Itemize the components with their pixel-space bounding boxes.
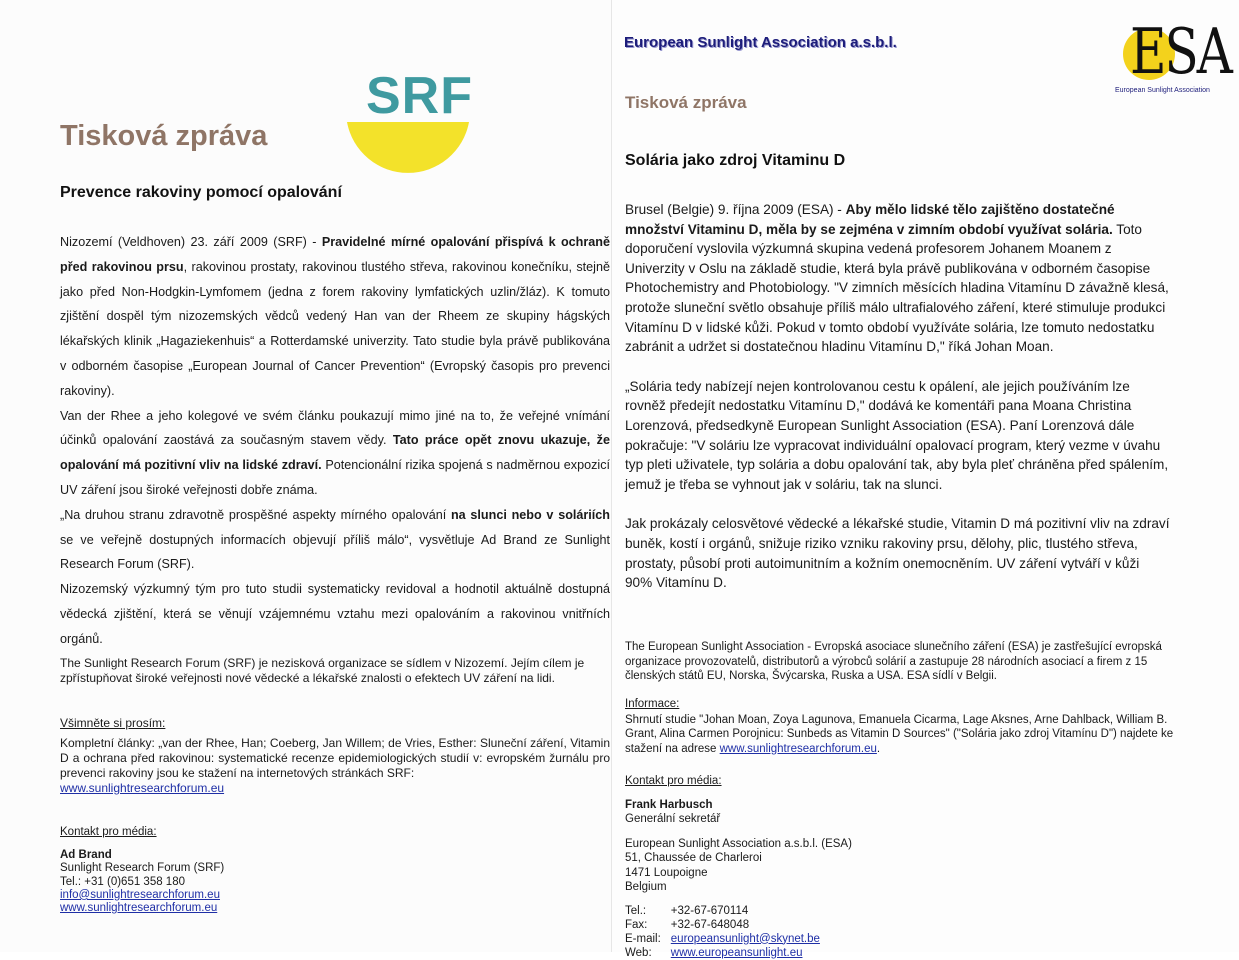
contact-heading: Kontakt pro média:	[625, 775, 722, 787]
contact-row: Fax: +32-67-648048	[625, 918, 750, 931]
contact-role: Generální sekretář	[625, 813, 721, 825]
article-body	[625, 200, 1170, 593]
paragraph: Van der Rhee a jeho kolegové ve svém článku poukazují mimo jiné na to, že veřejné vnímání účinků opalování zaostává za současným stavem vědy. Tato práce opět znovu ukazuje, že opalování má pozitivní vliv na lidské zdraví. Potencionální rizika spojená s nadměrnou expozicí UV záření jsou široké veřejnosti dobře známa.	[60, 408, 610, 497]
address-line: 1471 Loupoigne	[625, 866, 708, 879]
paragraph: „Na druhou stranu zdravotně prospěšné aspekty mírného opalování na slunci nebo v soláriích se ve veřejně dostupných informacích objevují příliš málo“, vysvětluje Ad Brand ze Sunlight Research Forum (SRF).	[60, 507, 610, 572]
contact-row: Web: www.europeansunlight.eu	[625, 946, 803, 959]
contact-heading: Kontakt pro média:	[60, 826, 157, 838]
contact-table	[625, 904, 830, 960]
page-title: Tisková zpráva	[625, 93, 747, 112]
esa-press-release	[612, 0, 1239, 959]
study-download-link[interactable]: www.sunlightresearchforum.eu	[719, 742, 877, 755]
contact-web-link[interactable]: www.sunlightresearchforum.eu	[60, 902, 218, 915]
article-body	[60, 230, 610, 652]
info-text: Shrnutí studie "Johan Moan, Zoya Lagunova, Emanuela Cicarma, Lage Aksnes, Arne Dahlback, William B. Grant, Alina Carmen Porojnicu: Sunbeds as Vitamin D Sources" ("Solária jako zdroj Vitamínu D") najdete ke stažení na adrese www.sunlightresearchforum.eu.	[625, 713, 1174, 755]
note-text: Kompletní články: „van der Rhee, Han; Coeberg, Jan Willem; de Vries, Esther: Sluneční záření, Vitamin D a ochrana před rakovinou: systematické recenze epidemiologických studií v: evropském žurnálu pro prevenci rakoviny jsou ke stažení na internetových stránkách SRF:	[60, 736, 610, 780]
contact-email-link[interactable]: info@sunlightresearchforum.eu	[60, 888, 220, 901]
contact-email-link[interactable]: europeansunlight@skynet.be	[670, 932, 820, 945]
about-esa: The European Sunlight Association - Evropská asociace slunečního záření (ESA) je zastřešující evropská organizace provozovatelů, distributorů a výrobců solárií a zastupuje 28 národních asociací a firem z 15 členských států EU, Norska, Švýcarska, Ruska a USA. ESA sídlí v Belgii.	[625, 641, 1162, 682]
media-contact	[60, 826, 460, 915]
contact-row: E-mail: europeansunlight@skynet.be	[625, 932, 820, 945]
contact-org: Sunlight Research Forum (SRF)	[60, 862, 225, 875]
srf-press-release	[0, 0, 612, 952]
esa-logo-caption: European Sunlight Association	[1115, 87, 1210, 94]
note-section	[60, 716, 610, 796]
info-section	[625, 697, 1175, 756]
esa-logo-text: ESA	[1130, 15, 1231, 88]
article-headline: Solária jako zdroj Vitaminu D	[625, 152, 846, 169]
paragraph: Nizozemský výzkumný tým pro tuto studii systematicky revidoval a hodnotil aktuálně dostupná vědecká zjištění, která se věnují vzájemnému vztahu mezi opalováním a rakovinou vnitřních orgánů.	[60, 582, 610, 646]
about-srf: The Sunlight Research Forum (SRF) je nezisková organizace se sídlem v Nizozemí. Jejím cílem je zpřístupňovat široké veřejnosti nové vědecké a lékařské znalosti o efektech UV záření na lidi.	[60, 656, 585, 685]
srf-website-link[interactable]: www.sunlightresearchforum.eu	[60, 781, 225, 795]
address-line: European Sunlight Association a.s.b.l. (ESA)	[625, 837, 852, 850]
paragraph: Jak prokázaly celosvětové vědecké a lékařské studie, Vitamin D má pozitivní vliv na zdraví buněk, kostí i orgánů, snižuje riziko vzniku rakoviny prsu, dělohy, plic, tlustého střeva, prostaty, působí proti autoimunitním a kožním onemocněním. UV záření vytváří v kůži 90% Vitamínu D.	[625, 516, 1170, 591]
contact-web-link[interactable]: www.europeansunlight.eu	[670, 946, 803, 959]
address-line: Belgium	[625, 881, 667, 893]
contact-row: Tel.: +32-67-670114	[625, 904, 749, 917]
address-line: 51, Chaussée de Charleroi	[625, 852, 762, 864]
page-title: Tisková zpráva	[60, 120, 268, 152]
info-heading: Informace:	[625, 698, 680, 710]
contact-name: Frank Harbusch	[625, 798, 713, 811]
association-name: European Sunlight Association a.s.b.l.	[624, 34, 897, 51]
note-heading: Všimněte si prosím:	[60, 716, 166, 730]
srf-logo-text: SRF	[366, 67, 473, 125]
paragraph: Brusel (Belgie) 9. října 2009 (ESA) - Aby mělo lidské tělo zajištěno dostatečné množství Vitaminu D, měla by se zejména v zimním období využívat solária. Toto doporučení vyslovila výzkumná skupina vedená profesorem Johanem Moanem z Univerzity v Oslu na základě studie, která byla právě publikována v odborném časopise Photochemistry and Photobiology. "V zimních měsících hladina Vitamínu D závažně klesá, protože sluneční světlo obsahuje příliš málo ultrafialového záření, které stimuluje produkci Vitamínu D v lidské kůži. Pokud v tomto období využíváte solária, lze tomuto nedostatku zabránit a udržet si dostatečnou hladinu Vitamínu D," říká Johan Moan.	[625, 202, 1169, 355]
contact-name: Ad Brand	[60, 849, 112, 862]
contact-phone: Tel.: +31 (0)651 358 180	[60, 875, 185, 888]
media-contact	[625, 774, 1025, 960]
paragraph: Nizozemí (Veldhoven) 23. září 2009 (SRF) - Pravidelné mírné opalování přispívá k ochraně před rakovinou prsu, rakovinou prostaty, rakovinou tlustého střeva, rakovinou konečníku, stejně jako před Non-Hodgkin-Lymfomem (jedna z forem rakoviny lymfatických uzlin/žláz). K tomuto zjištění dospěl tým nizozemských vědců vedený Han van der Rheem ze skupiny hágských lékařských klinik „Hagaziekenhuis“ a Rotterdamské univerzity. Tato studie byla právě publikována v odborném časopise „European Journal of Cancer Prevention“ (Evropský časopis pro prevenci rakoviny).	[60, 235, 610, 398]
article-headline: Prevence rakoviny pomocí opalování	[60, 184, 342, 201]
paragraph: „Solária tedy nabízejí nejen kontrolovanou cestu k opálení, ale jejich používáním lze rovněž předejít nedostatku Vitamínu D," dodává ke komentáři pana Moana Christina Lorenzová, předsedkyně European Sunlight Association (ESA). Paní Lorenzová dále pokračuje: "V soláriu lze vypracovat individuální opalovací program, který vezme v úvahu typ pleti uživatele, typ solária a dobu opalování tak, aby byla pleť chráněna před spálením, jemuž je třeba se vyhnout jak v soláriu, tak na slunci.	[625, 378, 1169, 492]
